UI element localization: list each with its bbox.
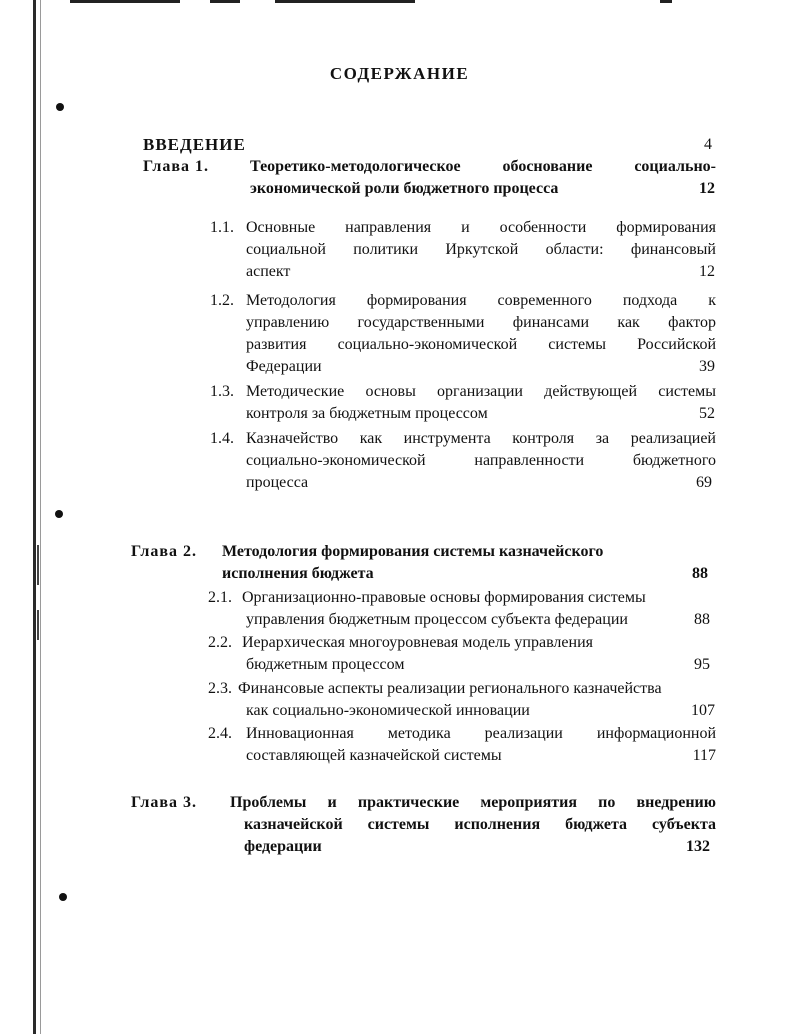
section-title-line: Методические основы организации действующей системы bbox=[246, 383, 716, 400]
scan-speck bbox=[37, 610, 39, 640]
section-title-line: Инновационная методика реализации информационной bbox=[246, 725, 716, 742]
section-page: 52 bbox=[699, 405, 715, 422]
section-number: 2.2. bbox=[208, 634, 232, 651]
scan-edge-top bbox=[660, 0, 672, 3]
section-page: 69 bbox=[696, 474, 712, 491]
section-title-line: управлению государственными финансами как фактор bbox=[246, 314, 716, 331]
section-title-line: бюджетным процессом bbox=[246, 656, 405, 673]
section-number: 1.2. bbox=[210, 292, 234, 309]
section-title-line: аспект bbox=[246, 263, 291, 280]
intro-page: 4 bbox=[704, 136, 712, 153]
scan-speck bbox=[37, 545, 39, 585]
scan-edge-top bbox=[70, 0, 180, 3]
section-title-line: как социально-экономической инновации bbox=[246, 702, 530, 719]
punch-hole-mark bbox=[59, 893, 67, 901]
section-page: 88 bbox=[694, 611, 710, 628]
section-number: 2.3. bbox=[208, 680, 232, 697]
section-number: 2.1. bbox=[208, 589, 232, 606]
punch-hole-mark bbox=[56, 103, 64, 111]
section-page: 12 bbox=[699, 263, 715, 280]
chapter3-title-line: федерации bbox=[244, 838, 322, 855]
section-title-line: социально-экономической направленности бюджетного bbox=[246, 452, 716, 469]
section-title-line: Методология формирования современного подхода к bbox=[246, 292, 716, 309]
scan-edge-top bbox=[275, 0, 415, 3]
section-number: 2.4. bbox=[208, 725, 232, 742]
scan-edge-left bbox=[33, 0, 36, 1034]
chapter3-label: Глава 3. bbox=[131, 794, 197, 811]
page-title: СОДЕРЖАНИЕ bbox=[329, 64, 470, 83]
chapter2-title-line: Методология формирования системы казначейского bbox=[222, 543, 604, 560]
scan-edge-top bbox=[210, 0, 240, 3]
section-title-line: социальной политики Иркутской области: финансовый bbox=[246, 241, 716, 258]
section-title-line: Иерархическая многоуровневая модель управления bbox=[242, 634, 593, 651]
chapter2-title-line: исполнения бюджета bbox=[222, 565, 374, 582]
section-page: 117 bbox=[692, 747, 716, 764]
chapter1-title-line: экономической роли бюджетного процесса bbox=[250, 180, 559, 197]
scan-edge-left-faint bbox=[40, 0, 41, 1034]
section-title-line: Организационно-правовые основы формирования системы bbox=[242, 589, 646, 606]
section-page: 107 bbox=[691, 702, 715, 719]
chapter1-page: 12 bbox=[699, 180, 715, 197]
chapter1-title-line: Теоретико-методологическое обоснование социально- bbox=[250, 158, 716, 175]
section-title-line: контроля за бюджетным процессом bbox=[246, 405, 488, 422]
section-title-line: процесса bbox=[246, 474, 309, 491]
chapter3-title-line: казначейской системы исполнения бюджета субъекта bbox=[244, 816, 716, 833]
chapter3-page: 132 bbox=[686, 838, 710, 855]
section-title-line: составляющей казначейской системы bbox=[246, 747, 502, 764]
punch-hole-mark bbox=[55, 510, 63, 518]
chapter2-page: 88 bbox=[692, 565, 708, 582]
section-title-line: Основные направления и особенности формирования bbox=[246, 219, 716, 236]
section-number: 1.3. bbox=[210, 383, 234, 400]
intro-label: ВВЕДЕНИЕ bbox=[143, 135, 246, 154]
section-number: 1.1. bbox=[210, 219, 234, 236]
section-number: 1.4. bbox=[210, 430, 234, 447]
section-page: 95 bbox=[694, 656, 710, 673]
section-title-line: развития социально-экономической системы Российской bbox=[246, 336, 716, 353]
chapter2-label: Глава 2. bbox=[131, 543, 197, 560]
section-title-line: управления бюджетным процессом субъекта федерации bbox=[246, 611, 628, 628]
section-page: 39 bbox=[699, 358, 715, 375]
chapter1-label: Глава 1. bbox=[143, 158, 209, 175]
section-title-line: Федерации bbox=[246, 358, 322, 375]
section-title-line: Финансовые аспекты реализации регионального казначейства bbox=[238, 680, 662, 697]
section-title-line: Казначейство как инструмента контроля за реализацией bbox=[246, 430, 716, 447]
chapter3-title-line: Проблемы и практические мероприятия по внедрению bbox=[230, 794, 716, 811]
